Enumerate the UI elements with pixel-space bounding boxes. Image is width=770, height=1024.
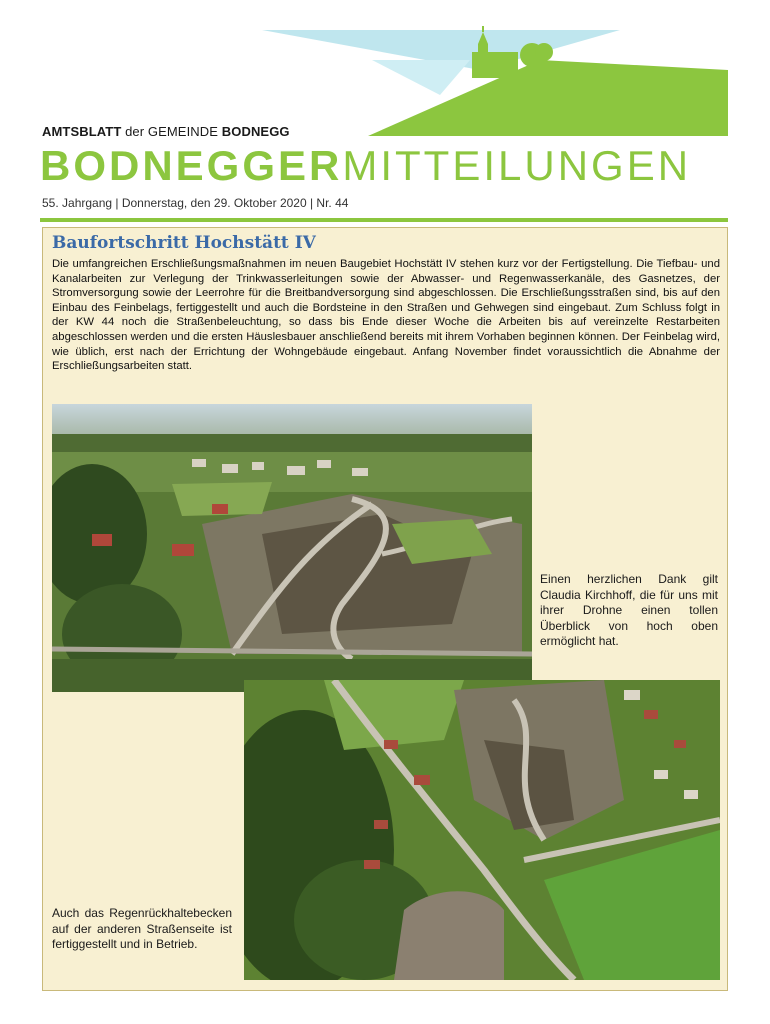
gazette-kicker: AMTSBLATT der GEMEINDE BODNEGG	[42, 124, 290, 139]
photo-caption-thanks: Einen herzlichen Dank gilt Claudia Kirchhoff, die für uns mit ihrer Drohne einen tollen Überblick von hoch oben ermöglicht hat.	[540, 572, 718, 648]
village-hill-church-tree-icon	[0, 0, 770, 140]
issue-line: 55. Jahrgang | Donnerstag, den 29. Oktober 2020 | Nr. 44	[42, 196, 349, 210]
masthead-title-bold: BODNEGGER	[40, 142, 343, 189]
masthead-title	[40, 142, 691, 190]
masthead-title-light: MITTEILUNGEN	[342, 142, 692, 189]
aerial-photo-retention-basin	[244, 680, 720, 980]
aerial-photo-construction	[52, 404, 532, 692]
article-headline: Baufortschritt Hochstätt IV	[52, 233, 316, 253]
photo-caption-basin: Auch das Regenrückhaltebecken auf der anderen Straßenseite ist fertiggestellt und in Betrieb.	[52, 906, 232, 951]
masthead-divider	[40, 218, 728, 222]
article-body: Die umfangreichen Erschließungsmaßnahmen im neuen Baugebiet Hochstätt IV stehen kurz vor der Fertigstellung. Die Tiefbau- und Kanalarbeiten zur Verlegung der Trinkwasserleitungen sowie der Abwasser- und Regenwasserkanäle, des Gasnetzes, der Stromversorgung sowie der Leerrohre für die Breitbandversorgung sind abgeschlossen. Die Erschließungsstraßen sind, bis auf den Einbau des Feinbelags, fertiggestellt und auch die Bordsteine in den Straßen und Gehwegen sind eingebaut. Zum Schluss folgt in der KW 44 noch die Straßenbeleuchtung, so dass bis Ende dieser Woche die Arbeiten bis auf vereinzelte Restarbeiten abgeschlossen werden und die ersten Häuslesbauer anschließend bereits mit ihrem Vorhaben beginnen können. Der Feinbelag wird, wie üblich, erst nach der Errichtung der Wohngebäude eingebaut. Anfang November findet voraussichtlich die Abnahme der Erschließungsarbeiten statt.	[52, 258, 720, 373]
